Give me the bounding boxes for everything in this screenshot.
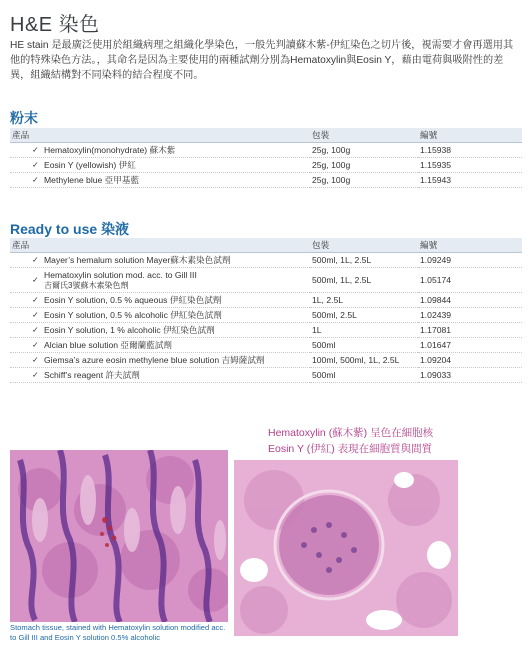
- product-name: Eosin Y solution, 0.5 % aqueous 伊紅染色試劑: [44, 295, 222, 305]
- product-name-cell: [10, 293, 310, 308]
- table-row: [10, 158, 522, 173]
- catalog-number-cell: 1.09249: [418, 253, 522, 268]
- catalog-number-cell: 1.09204: [418, 353, 522, 368]
- micrograph-caption-eosin: Eosin Y (伊紅) 表現在細胞質與間質: [268, 443, 433, 455]
- product-name: Eosin Y solution, 1 % alcoholic 伊紅染色試劑: [44, 325, 215, 335]
- column-header-package: 包裝: [310, 238, 418, 253]
- glomerulus-micrograph: [234, 460, 458, 636]
- catalog-number-cell: 1.09844: [418, 293, 522, 308]
- table-row: [10, 353, 522, 368]
- package-cell: 100ml, 500ml, 1L, 2.5L: [310, 353, 418, 368]
- product-name: Hematoxylin(monohydrate) 蘇木紫: [44, 145, 176, 155]
- product-name-cell: [10, 338, 310, 353]
- check-icon: ✓: [32, 340, 39, 350]
- package-cell: 500ml, 1L, 2.5L: [310, 268, 418, 293]
- package-cell: 1L, 2.5L: [310, 293, 418, 308]
- table-row: [10, 323, 522, 338]
- check-icon: ✓: [32, 355, 39, 365]
- stomach-tissue-micrograph: [10, 450, 228, 622]
- product-name: Giemsa’s azure eosin methylene blue solution 吉姆薩試劑: [44, 355, 265, 365]
- package-cell: 500ml, 2.5L: [310, 308, 418, 323]
- ready-to-use-table: [10, 238, 522, 383]
- catalog-number-cell: 1.02439: [418, 308, 522, 323]
- table-row: [10, 338, 522, 353]
- check-icon: ✓: [32, 160, 39, 170]
- check-icon: ✓: [32, 255, 39, 265]
- catalog-number-cell: 1.17081: [418, 323, 522, 338]
- check-icon: ✓: [32, 325, 39, 335]
- powder-table: [10, 128, 522, 188]
- product-name: Hematoxylin solution mod. acc. to Gill III: [44, 269, 197, 280]
- micrograph-caption-hematoxylin: Hematoxylin (蘇木紫) 呈色在細胞核: [268, 427, 434, 439]
- product-name: Mayer’s hemalum solution Mayer蘇木素染色試劑: [44, 255, 231, 265]
- catalog-number-cell: 1.01647: [418, 338, 522, 353]
- section-heading-ready-to-use: Ready to use 染液: [10, 221, 130, 237]
- product-name-cell: [10, 173, 310, 188]
- check-icon: ✓: [32, 175, 39, 185]
- table-header-row: [10, 238, 522, 253]
- table-header-row: [10, 128, 522, 143]
- product-name: Alcian blue solution 亞爾蘭藍試劑: [44, 340, 173, 350]
- check-icon: ✓: [32, 370, 39, 380]
- package-cell: 500ml: [310, 368, 418, 383]
- product-name: Schiff’s reagent 許夫試劑: [44, 370, 140, 380]
- table-row: [10, 253, 522, 268]
- product-name-cell: [10, 158, 310, 173]
- product-name: Eosin Y solution, 0.5 % alcoholic 伊紅染色試劑: [44, 310, 222, 320]
- catalog-number-cell: 1.09033: [418, 368, 522, 383]
- table-row: [10, 143, 522, 158]
- check-icon: ✓: [32, 310, 39, 320]
- check-icon: ✓: [32, 295, 39, 305]
- table-row: [10, 268, 522, 293]
- column-header-package: 包裝: [310, 128, 418, 143]
- product-name-cell: [10, 368, 310, 383]
- table-row: [10, 293, 522, 308]
- page-title: H&E 染色: [10, 14, 100, 36]
- catalog-number-cell: 1.15938: [418, 143, 522, 158]
- product-name-cell: [10, 253, 310, 268]
- catalog-number-cell: 1.05174: [418, 268, 522, 293]
- section-heading-powder: 粉末: [10, 110, 38, 126]
- check-icon: ✓: [32, 275, 39, 285]
- table-row: [10, 368, 522, 383]
- package-cell: 1L: [310, 323, 418, 338]
- catalog-number-cell: 1.15935: [418, 158, 522, 173]
- catalog-number-cell: 1.15943: [418, 173, 522, 188]
- product-name-chinese: 吉爾氏3號蘇木素染色劑: [44, 280, 129, 290]
- product-name-cell: [10, 143, 310, 158]
- package-cell: 500ml, 1L, 2.5L: [310, 253, 418, 268]
- package-cell: 500ml: [310, 338, 418, 353]
- check-icon: ✓: [32, 145, 39, 155]
- product-name-cell: [10, 308, 310, 323]
- column-header-product: 產品: [10, 238, 310, 253]
- product-name-cell: [10, 353, 310, 368]
- intro-paragraph: HE stain 是最廣泛使用於組織病理之組織化學染色，一般先判讀蘇木紫-伊紅染色之切片後，視需要才會再選用其他的特殊染色方法。，其命名是因為主要使用的兩種試劑分別為Hematoxylin與Eosin Y，藉由電荷與吸附性的差異，組織結構對不同染料的結合程度不同。: [10, 40, 514, 81]
- product-name: Eosin Y (yellowish) 伊紅: [44, 160, 136, 170]
- package-cell: 25g, 100g: [310, 158, 418, 173]
- product-name: Methylene blue 亞甲基藍: [44, 175, 140, 185]
- product-name-cell: [10, 268, 310, 293]
- column-header-product: 產品: [10, 128, 310, 143]
- package-cell: 25g, 100g: [310, 143, 418, 158]
- table-row: [10, 173, 522, 188]
- table-row: [10, 308, 522, 323]
- stomach-tissue-caption: Stomach tissue, stained with Hematoxylin solution modified acc. to Gill III and Eosin Y solution 0.5% alcoholic: [10, 623, 226, 642]
- package-cell: 25g, 100g: [310, 173, 418, 188]
- product-name-cell: [10, 323, 310, 338]
- column-header-code: 編號: [418, 128, 522, 143]
- column-header-code: 編號: [418, 238, 522, 253]
